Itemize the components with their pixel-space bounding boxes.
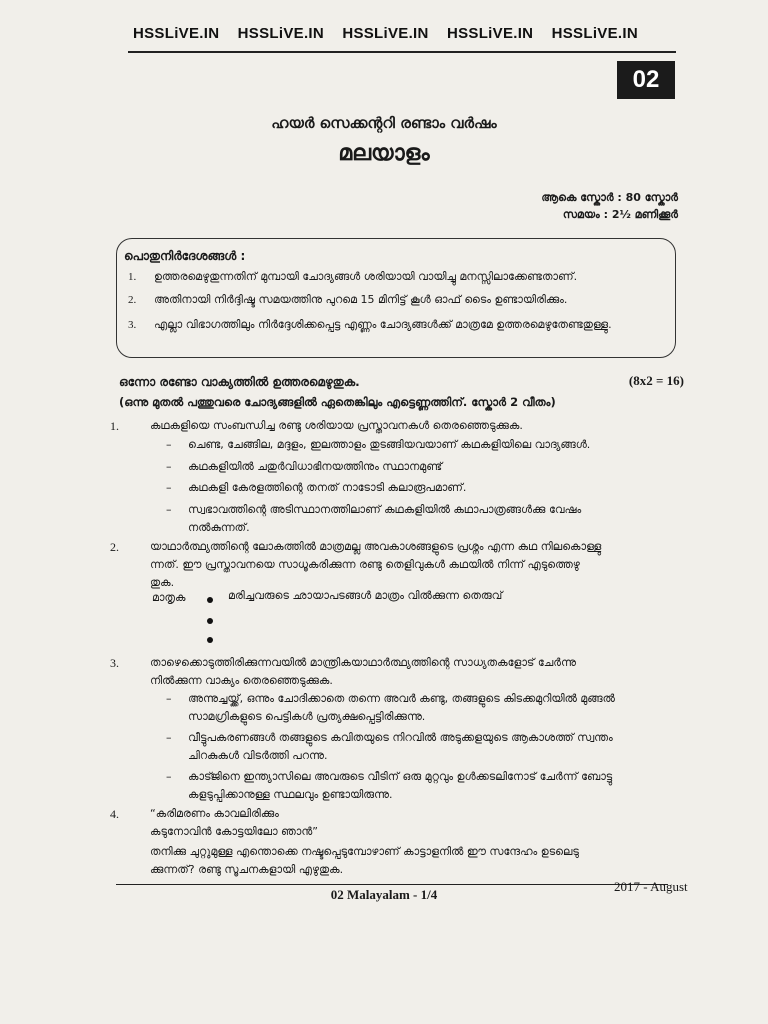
instruction-text: ഉത്തരമെഴുതുന്നതിന് മുമ്പായി ചോദ്യങ്ങൾ ശരിയായി വായിച്ചു മനസ്സിലാക്കേണ്ടതാണ്. (154, 270, 578, 283)
model-answer: മരിച്ചവരുടെ ഛായാപടങ്ങൾ മാത്രം വിൽക്കുന്ന തെരുവ് (228, 589, 503, 602)
instruction-number: 2. (128, 294, 137, 306)
option-text: നൽകുന്നത്. (188, 521, 250, 534)
time-allowed: സമയം : 2½ മണിക്കൂർ (562, 208, 678, 221)
question-text: താഴെക്കൊടുത്തിരിക്കുന്നവയിൽ മാന്ത്രികയാഥാർത്ഥ്യത്തിന്റെ സാധ്യതകളോട് ചേർന്നു (150, 656, 576, 669)
footer-page-label: 02 Malayalam - 1/4 (330, 887, 438, 902)
question-text: തുക. (150, 576, 175, 589)
bullet (207, 597, 213, 603)
instruction-text: അതിനായി നിർദ്ദിഷ്ട സമയത്തിനു പുറമെ 15 മിനിട്ട് കൂൾ ഓഫ് ടൈം ഉണ്ടായിരിക്കും. (154, 293, 568, 306)
option-text: കഥകളിയിൽ ചതുർവിധാഭിനയത്തിനും സ്ഥാനമുണ്ട് (188, 460, 443, 473)
question-text: യാഥാർത്ഥ്യത്തിന്റെ ലോകത്തിൽ മാത്രമല്ല അവകാശങ്ങളുടെ പ്രശ്നം എന്ന കഥ നിലകൊള്ളു (150, 540, 602, 553)
option: – സ്വഭാവത്തിന്റെ അടിസ്ഥാനത്തിലാണ് കഥകളിയിൽ കഥാപാത്രങ്ങൾക്കു വേഷം (166, 501, 671, 519)
option-text: ചെണ്ട, ചേങ്ങില, മദ്ദളം, ഇലത്താളം തുടങ്ങിയവയാണ് കഥകളിയിലെ വാദ്യങ്ങൾ. (188, 438, 591, 451)
paper-code-badge: 02 (617, 61, 675, 99)
instruction-item (128, 291, 668, 309)
option-text: കാട്ജിനെ ഇന്ത്യാസിലെ അവരുടെ വീടിന് ഒരു മുറ്റവും ഉൾക്കടലിനോട് ചേർന്ന് ബോട്ടു (188, 770, 613, 783)
option-text: സ്വഭാവത്തിന്റെ അടിസ്ഥാനത്തിലാണ് കഥകളിയിൽ കഥാപാത്രങ്ങൾക്കു വേഷം (188, 503, 582, 516)
exam-subtitle: ഹയർ സെക്കന്ററി രണ്ടാം വർഷം (271, 114, 497, 132)
instruction-item (128, 268, 668, 286)
question-4-line (110, 843, 670, 861)
question-3 (110, 654, 670, 672)
banner-divider (128, 51, 676, 53)
banner-text: HSSLiVE.IN (237, 24, 325, 42)
question-text: ന്നത്. ഈ പ്രസ്താവനയെ സാധൂകരിക്കുന്ന രണ്ടു തെളിവുകൾ കഥയിൽ നിന്ന് എടുത്തെഴു (150, 558, 580, 571)
option-text: ചിറകുകൾ വിടർത്തി പറന്നു. (188, 749, 328, 762)
quote-line: കടുനോവിൻ കോട്ടയിലോ ഞാൻ” (150, 825, 318, 838)
model-label: മാതൃക (152, 591, 186, 604)
total-score: ആകെ സ്കോർ : 80 സ്കോർ (541, 191, 678, 204)
option: – അന്നുച്ചയ്ക്ക്, ഒന്നും ചോദിക്കാതെ തന്നെ അവർ കണ്ടു, തങ്ങളുടെ കിടക്കമുറിയിൽ മുങ്ങൽ (166, 690, 671, 708)
option-continuation (166, 747, 671, 765)
option-continuation (166, 708, 671, 726)
instructions-heading: പൊതുനിർദേശങ്ങൾ : (124, 249, 246, 263)
bullet (207, 618, 213, 624)
question-number: 4. (110, 807, 119, 821)
banner-text: HSSLiVE.IN (446, 24, 534, 42)
question-3-line (110, 672, 670, 690)
option: – കാട്ജിനെ ഇന്ത്യാസിലെ അവരുടെ വീടിന് ഒരു മുറ്റവും ഉൾക്കടലിനോട് ചേർന്ന് ബോട്ടു (166, 768, 671, 786)
site-banner (133, 18, 638, 48)
question-4-line (110, 861, 670, 879)
question-text: തനിക്കു ചുറ്റുമുള്ള എന്തൊക്കെ നഷ്ടപ്പെടുമ്പോഴാണ് കാട്ടാളനിൽ ഈ സന്ദേഹം ഉടലെടു (150, 845, 579, 858)
question-text: നിൽക്കുന്ന വാക്യം തെരഞ്ഞെടുക്കുക. (150, 674, 333, 687)
option: – ചെണ്ട, ചേങ്ങില, മദ്ദളം, ഇലത്താളം തുടങ്ങിയവയാണ് കഥകളിയിലെ വാദ്യങ്ങൾ. (166, 436, 671, 454)
question-text: ക്കുന്നത്? രണ്ടു സൂചനകളായി എഴുതുക. (150, 863, 344, 876)
question-4 (110, 805, 670, 823)
option: – കഥകളിയിൽ ചതുർവിധാഭിനയത്തിനും സ്ഥാനമുണ്ട് (166, 458, 671, 476)
section-heading: ഒന്നോ രണ്ടോ വാക്യത്തിൽ ഉത്തരമെഴുതുക. (119, 375, 360, 389)
banner-text: HSSLiVE.IN (551, 24, 638, 42)
option-text: സാമഗ്രികളുടെ പെട്ടികൾ പ്രത്യക്ഷപ്പെട്ടിരിക്കുന്നു. (188, 710, 426, 723)
instruction-text: എല്ലാ വിഭാഗത്തിലും നിർദ്ദേശിക്കപ്പെട്ട എണ്ണം ചോദ്യങ്ങൾക്ക് മാത്രമേ ഉത്തരമെഴുതേണ്ടതുള്ളു. (154, 318, 612, 331)
option: – വീട്ടുപകരണങ്ങൾ തങ്ങളുടെ കവിതയുടെ നിറവിൽ അടുക്കളയുടെ ആകാശത്ത് സ്വന്തം (166, 729, 671, 747)
quote-line: “കരിമരണം കാവലിരിക്കും (150, 807, 279, 820)
subject-title: മലയാളം (338, 141, 430, 166)
question-number: 3. (110, 656, 119, 670)
option-text: വീട്ടുപകരണങ്ങൾ തങ്ങളുടെ കവിതയുടെ നിറവിൽ അടുക്കളയുടെ ആകാശത്ത് സ്വന്തം (188, 731, 613, 744)
question-number: 2. (110, 540, 119, 554)
option-continuation (166, 519, 671, 537)
instruction-number: 1. (128, 271, 137, 283)
question-number: 1. (110, 419, 119, 433)
option-text: അന്നുച്ചയ്ക്ക്, ഒന്നും ചോദിക്കാതെ തന്നെ അവർ കണ്ടു, തങ്ങളുടെ കിടക്കമുറിയിൽ മുങ്ങൽ (188, 692, 615, 705)
option: – കഥകളി കേരളത്തിന്റെ തനത് നാടോടി കലാരൂപമാണ്. (166, 479, 671, 497)
question-4-line (110, 823, 670, 841)
question-text: കഥകളിയെ സംബന്ധിച്ച രണ്ടു ശരിയായ പ്രസ്താവനകൾ തെരഞ്ഞെടുക്കുക. (150, 419, 523, 432)
bullet (207, 637, 213, 643)
footer-divider (116, 884, 668, 885)
banner-text: HSSLiVE.IN (133, 24, 220, 42)
option-text: കഥകളി കേരളത്തിന്റെ തനത് നാടോടി കലാരൂപമാണ്. (188, 481, 467, 494)
question-1 (110, 417, 670, 435)
instruction-number: 3. (128, 319, 137, 331)
question-2 (110, 538, 670, 556)
section-score: (8x2 = 16) (628, 373, 684, 388)
question-2-line (110, 556, 670, 574)
option-text: കളടുപ്പിക്കാനുള്ള സ്ഥലവും ഉണ്ടായിരുന്നു. (188, 788, 393, 801)
banner-text: HSSLiVE.IN (342, 24, 429, 42)
instruction-item (128, 316, 668, 334)
option-continuation (166, 786, 671, 804)
section-subheading: (ഒന്നു മുതൽ പത്തുവരെ ചോദ്യങ്ങളിൽ ഏതെങ്കിലും എട്ടെണ്ണത്തിന്. സ്കോർ 2 വീതം) (119, 395, 556, 409)
footer-date: 2017 - August (614, 879, 688, 894)
